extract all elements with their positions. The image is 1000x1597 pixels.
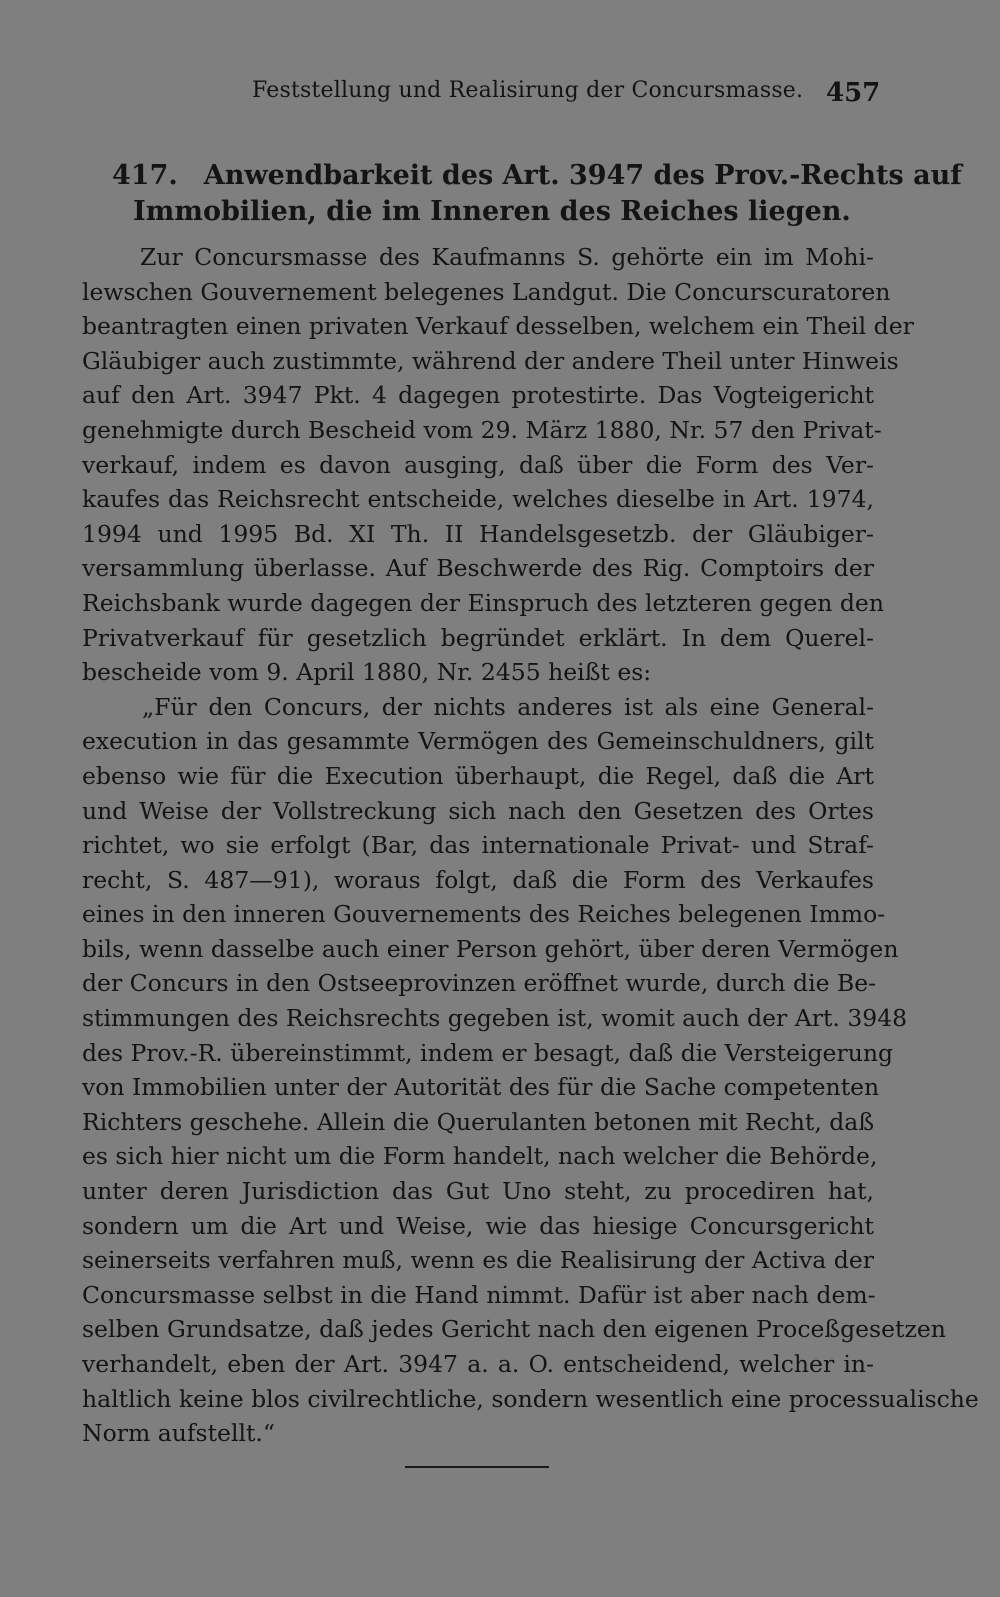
quote-line: es sich hier nicht um die Form handelt, nach welcher die Behörde,	[82, 1142, 878, 1171]
paragraph-line: Reichsbank wurde dagegen der Einspruch des letzteren gegen den	[82, 588, 884, 617]
paragraph-line: Gläubiger auch zustimmte, während der andere Theil unter Hinweis	[82, 346, 899, 375]
quote-line: recht, S. 487—91), woraus folgt, daß die Form des Verkaufes	[82, 865, 874, 894]
paragraph-line: genehmigte durch Bescheid vom 29. März 1880, Nr. 57 den Privat-	[82, 415, 882, 444]
quote-line: seinerseits verfahren muß, wenn es die Realisirung der Activa der	[82, 1246, 874, 1275]
section-number: 417.	[112, 160, 178, 191]
quote-line: Norm aufstellt.“	[82, 1419, 275, 1448]
quote-line: ebenso wie für die Execution überhaupt, die Regel, daß die Art	[82, 761, 874, 790]
paragraph-line: verkauf, indem es davon ausging, daß über die Form des Ver-	[82, 450, 874, 479]
quote-line: und Weise der Vollstreckung sich nach den Gesetzen des Ortes	[82, 796, 874, 825]
quote-line: unter deren Jurisdiction das Gut Uno steht, zu procediren hat,	[82, 1177, 874, 1206]
separator-rule	[405, 1466, 549, 1468]
section-heading	[112, 158, 962, 230]
section-title-part-1: Anwendbarkeit des Art. 3947 des Prov.-Rechts auf	[203, 160, 962, 191]
paragraph-line: kaufes das Reichsrecht entscheide, welches dieselbe in Art. 1974,	[82, 485, 874, 514]
page-number: 457	[826, 78, 881, 108]
paragraph-line: lewschen Gouvernement belegenes Landgut. Die Concurscuratoren	[82, 277, 891, 306]
paragraph-line: beantragten einen privaten Verkauf desselben, welchem ein Theil der	[82, 312, 914, 341]
section-title-part-2: Immobilien, die im Inneren des Reiches liegen.	[133, 196, 851, 227]
quote-line: der Concurs in den Ostseeprovinzen eröffnet wurde, durch die Be-	[82, 969, 877, 998]
quote-line: von Immobilien unter der Autorität des für die Sache competenten	[82, 1073, 880, 1102]
quote-line: des Prov.-R. übereinstimmt, indem er besagt, daß die Versteigerung	[82, 1038, 894, 1067]
section-heading-line-1	[112, 158, 962, 194]
quote-line: sondern um die Art und Weise, wie das hiesige Concursgericht	[82, 1211, 874, 1240]
quote-line: „Für den Concurs, der nichts anderes ist als eine General-	[142, 692, 874, 721]
quote-line: richtet, wo sie erfolgt (Bar, das internationale Privat- und Straf-	[82, 831, 874, 860]
running-head: Feststellung und Realisirung der Concursmasse.	[252, 78, 804, 103]
quote-line: eines in den inneren Gouvernements des Reiches belegenen Immo-	[82, 900, 886, 929]
quote-line: Richters geschehe. Allein die Querulanten betonen mit Recht, daß	[82, 1107, 875, 1136]
quote-line: selben Grundsatze, daß jedes Gericht nach den eigenen Proceßgesetzen	[82, 1315, 946, 1344]
body-text	[82, 240, 979, 1451]
quote-line: haltlich keine blos civilrechtliche, sondern wesentlich eine processualische	[82, 1384, 979, 1413]
quote-line: verhandelt, eben der Art. 3947 a. a. O. entscheidend, welcher in-	[82, 1350, 874, 1378]
paragraph-line: Zur Concursmasse des Kaufmanns S. gehörte ein im Mohi-	[140, 243, 874, 271]
paragraph-line: Privatverkauf für gesetzlich begründet erklärt. In dem Querel-	[82, 623, 874, 652]
quote-line: execution in das gesammte Vermögen des Gemeinschuldners, gilt	[82, 727, 874, 756]
paragraph-line: 1994 und 1995 Bd. XI Th. II Handelsgesetzb. der Gläubiger-	[82, 519, 874, 548]
quote-line: bils, wenn dasselbe auch einer Person gehört, über deren Vermögen	[82, 934, 899, 963]
quote-line: Concursmasse selbst in die Hand nimmt. Dafür ist aber nach dem-	[82, 1280, 876, 1309]
paragraph-line: versammlung überlasse. Auf Beschwerde des Rig. Comptoirs der	[82, 554, 874, 583]
paragraph-line: auf den Art. 3947 Pkt. 4 dagegen protestirte. Das Vogteigericht	[82, 381, 874, 410]
quote-line: stimmungen des Reichsrechts gegeben ist, womit auch der Art. 3948	[82, 1004, 908, 1033]
paragraph-line: bescheide vom 9. April 1880, Nr. 2455 heißt es:	[82, 658, 652, 687]
